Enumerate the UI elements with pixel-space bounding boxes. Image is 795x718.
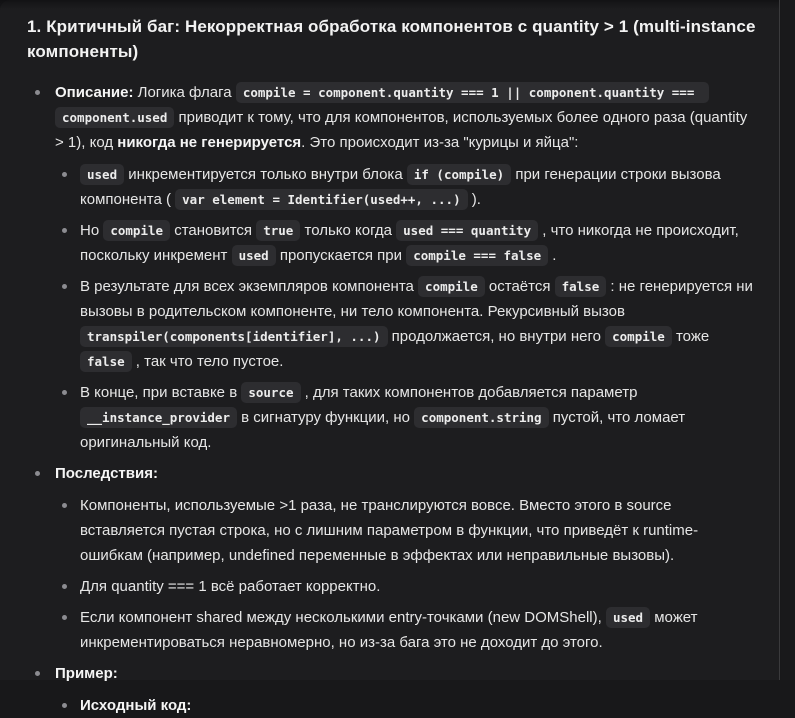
- bold-text: Пример:: [55, 665, 118, 682]
- list-item: [27, 574, 757, 599]
- paragraph-text: [80, 697, 191, 714]
- bullet-icon: [62, 172, 67, 177]
- paragraph-text: В результате для всех экземпляров компонента compile остаётся false : не генерируется ни вызовы в родительском компоненте, ни тело компонента. Рекурсивный вызов transpiler(components[identifier], ...) продолжается, но внутри него compile тоже false , так что тело пустое.: [80, 278, 753, 370]
- paragraph-text: Для quantity === 1 всё работает корректно.: [80, 578, 381, 595]
- bullet-icon: [35, 90, 40, 95]
- bold-text: Последствия:: [55, 465, 158, 482]
- inline-code: used: [606, 607, 650, 628]
- bullet-icon: [62, 284, 67, 289]
- section-heading: 1. Критичный баг: Некорректная обработка компонентов с quantity > 1 (multi-instance компоненты): [27, 17, 756, 61]
- inline-code: component.string: [414, 407, 548, 428]
- bold-text: никогда не генерируется: [117, 134, 302, 151]
- list-item: [27, 274, 757, 374]
- list-item: [27, 693, 757, 718]
- list-item: [27, 605, 757, 655]
- inline-code: false: [80, 351, 132, 372]
- list-item: [27, 218, 757, 268]
- inline-code: compile: [103, 220, 170, 241]
- inline-code: used: [80, 164, 124, 185]
- list-item: [27, 380, 757, 455]
- inline-code: compile: [418, 276, 485, 297]
- inline-code: compile === false: [406, 245, 548, 266]
- bullet-icon: [62, 503, 67, 508]
- inline-code: var element = Identifier(used++, ...): [175, 189, 467, 210]
- bullet-icon: [62, 390, 67, 395]
- paragraph-text: Компоненты, используемые >1 раза, не транслируются вовсе. Вместо этого в source вставляется пустая строка, но с лишним параметром в функции, что приведёт к runtime-ошибкам (например, undefined переменные в эффектах или неправильные вызовы).: [80, 497, 699, 564]
- inline-code: __instance_provider: [80, 407, 237, 428]
- paragraph-text: В конце, при вставке в source , для таких компонентов добавляется параметр __instance_provider в сигнатуру функции, но component.string пустой, что ломает оригинальный код.: [80, 384, 686, 451]
- paragraph-text: [55, 465, 158, 482]
- inline-code: compile: [605, 326, 672, 347]
- bold-text: Исходный код:: [80, 697, 192, 714]
- inline-code: used === quantity: [396, 220, 538, 241]
- paragraph-text: Если компонент shared между несколькими entry-точками (new DOMShell), used может инкрементироваться неравномерно, но из-за бага это не доходит до этого.: [80, 609, 698, 651]
- bold-text: Описание:: [55, 84, 134, 101]
- bullet-icon: [62, 703, 67, 708]
- bullet-icon: [35, 671, 40, 676]
- inline-code: if (compile): [407, 164, 511, 185]
- inline-code: used: [232, 245, 276, 266]
- paragraph-text: [55, 665, 118, 682]
- bullet-icon: [35, 471, 40, 476]
- scrollbar-track[interactable]: [781, 0, 795, 680]
- inline-code: transpiler(components[identifier], ...): [80, 326, 388, 347]
- list-item: [27, 162, 757, 212]
- inline-code: compile = component.quantity === 1 || component.quantity === component.used: [55, 82, 709, 128]
- bullet-icon: [62, 228, 67, 233]
- bullet-icon: [62, 615, 67, 620]
- inline-code: source: [241, 382, 300, 403]
- paragraph-text: Но compile становится true только когда used === quantity , что никогда не происходит, поскольку инкремент used пропускается при compile === false .: [80, 222, 739, 264]
- bullet-icon: [62, 584, 67, 589]
- inline-code: false: [555, 276, 607, 297]
- list-item: [27, 493, 757, 568]
- inline-code: true: [256, 220, 300, 241]
- paragraph-text: Описание: Логика флага compile = component.quantity === 1 || component.quantity === component.used приводит к тому, что для компонентов, используемых более одного раза (quantity > 1), код никогда не генерируется. Это происходит из-за "курицы и яйца":: [55, 84, 748, 151]
- list-item: [27, 661, 757, 686]
- list-item: [27, 80, 757, 155]
- list-item: [27, 461, 757, 486]
- paragraph-text: used инкрементируется только внутри блока if (compile) при генерации строки вызова компонента ( var element = Identifier(used++, ...) ).: [80, 166, 721, 208]
- bullet-list: [27, 80, 757, 718]
